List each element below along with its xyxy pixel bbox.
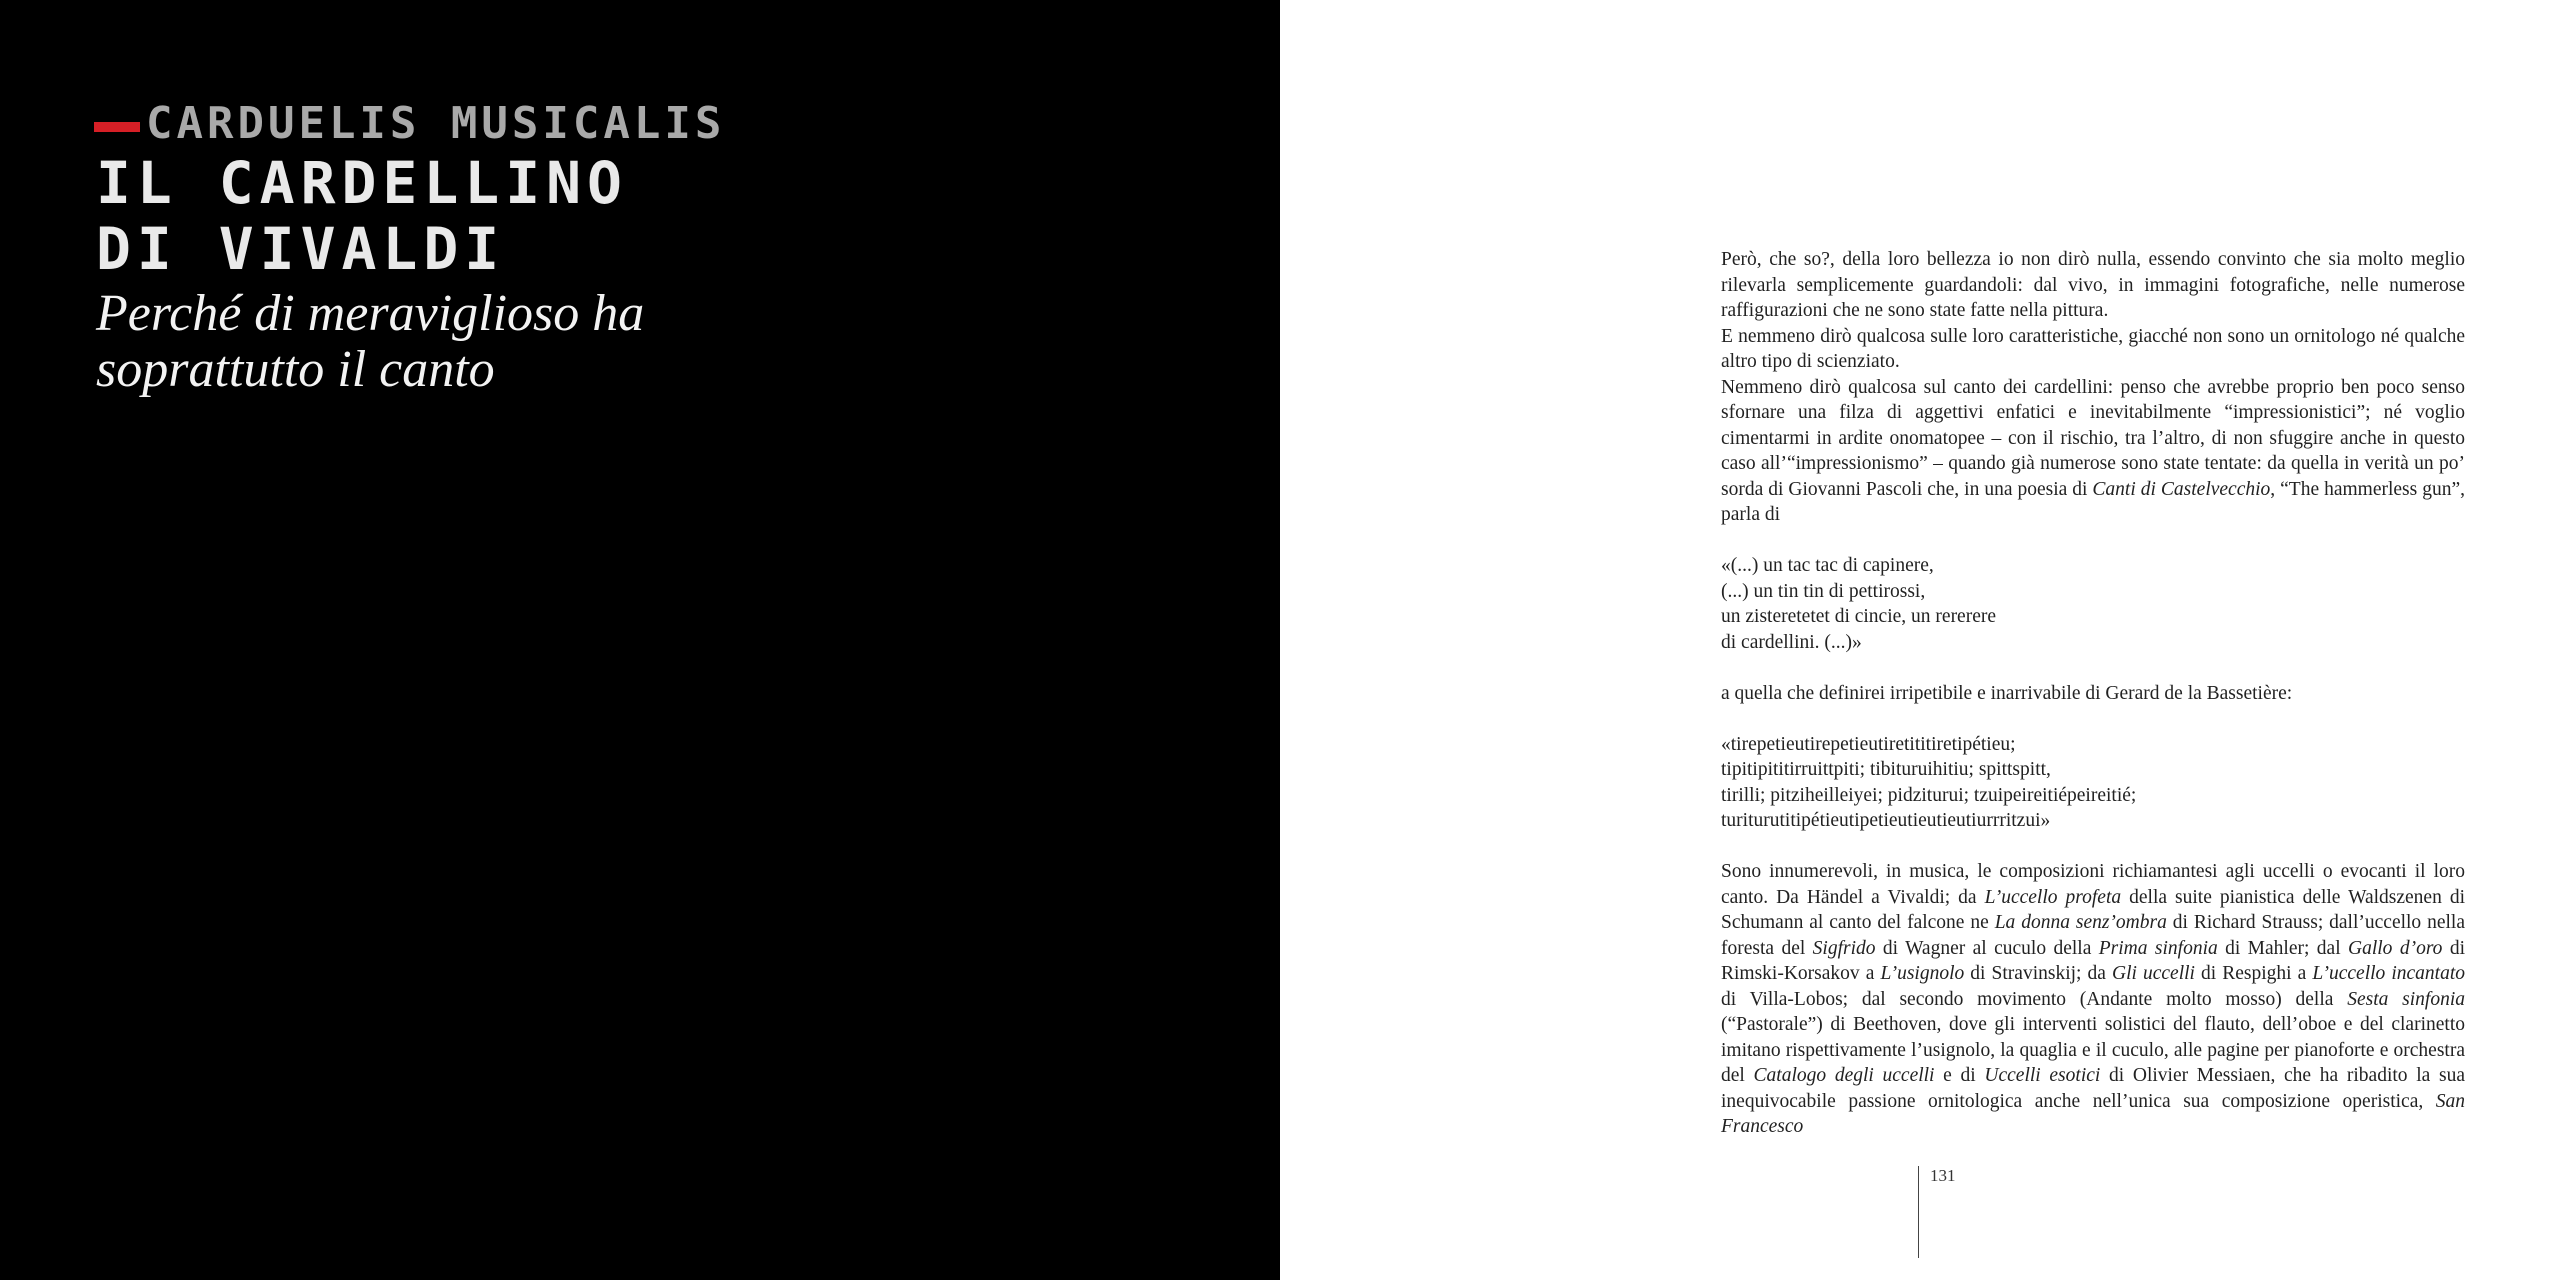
paragraph xyxy=(1721,375,2465,528)
page-number: 131 xyxy=(1930,1166,1956,1185)
work-title: Uccelli esotici xyxy=(1984,1065,2101,1086)
paragraph-text: di Wagner al cuculo della xyxy=(1875,937,2099,959)
paragraph-text: e di xyxy=(1934,1065,1985,1086)
paragraph-text: di Rimski-Korsakov a xyxy=(1721,937,2465,984)
poem-line: un zisteretetet di cincie, un rererere xyxy=(1721,606,1997,627)
poem-line: turiturutitipétieutipetieutieutieutiurrritzui» xyxy=(1721,810,2051,831)
paragraph: a quella che definirei irripetibile e inarrivabile di Gerard de la Bassetière: xyxy=(1721,682,2293,704)
paragraph-text: di Olivier Messiaen, che ha ribadito la sua inequivocabile passione ornitologica anche nell’unica sua composizione operistica, xyxy=(1721,1065,2466,1112)
work-title: L’uccello profeta xyxy=(1984,886,2122,908)
chapter-subtitle: Perché di meraviglioso ha soprattutto il canto xyxy=(96,285,645,398)
book-title: Canti di Castelvecchio xyxy=(2092,478,2271,500)
chapter-title: IL CARDELLINO DI VIVALDI xyxy=(96,149,628,283)
poem-line: tirilli; pitziheilleiyei; pidziturui; tzuipeireitiépeireitié; xyxy=(1721,784,2137,806)
work-title: San Francesco xyxy=(1721,1090,2465,1137)
paragraph-text: di Richard Strauss; dall’uccello nella foresta del xyxy=(1721,912,2465,959)
paragraph-text: di Mahler; dal xyxy=(2217,937,2349,959)
paragraph: Però, che so?, della loro bellezza io non dirò nulla, essendo convinto che sia molto meglio rilevarla semplicemente guardandoli: dal vivo, in immagini fotografiche, nelle numerose raffigurazioni che ne sono state fatte nella pittura. xyxy=(1721,249,2465,321)
paragraph-text: , “The hammerless gun”, parla di xyxy=(1721,478,2465,525)
work-title: Gallo d’oro xyxy=(2348,937,2443,959)
work-title: Prima sinfonia xyxy=(2098,937,2218,959)
section-kicker: CARDUELIS MUSICALIS xyxy=(146,98,726,149)
work-title: Sigfrido xyxy=(1812,937,1876,959)
poem-line: «(...) un tac tac di capinere, xyxy=(1721,555,1934,576)
body-text xyxy=(1721,247,2465,1140)
paragraph-text: di Stravinskij; da xyxy=(1964,963,2112,984)
paragraph-text: di Respighi a xyxy=(2194,963,2313,984)
paragraph-text: (“Pastorale”) di Beethoven, dove gli interventi solistici del flauto, dell’oboe e del clarinetto imitano rispettivamente l’usignolo, la quaglia e il cuculo, alle pagine per pianoforte e orchestra del xyxy=(1721,1014,2465,1086)
kicker-row xyxy=(94,98,725,150)
paragraph-text: di Villa-Lobos; dal secondo movimento (Andante molto mosso) della xyxy=(1721,988,2348,1010)
work-title: Gli uccelli xyxy=(2112,963,2195,984)
paragraph-text: della suite pianistica delle Waldszenen di Schumann al canto del falcone ne xyxy=(1721,886,2465,933)
work-title: Sesta sinfonia xyxy=(2347,988,2465,1010)
paragraph-text: Nemmeno dirò qualcosa sul canto dei cardellini: penso che avrebbe proprio ben poco senso sfornare una filza di aggettivi enfatici e inevitabilmente “impressionistici”; né voglio cimentarmi in ardite onomatopee – con il rischio, tra l’altro, di non sfuggire anche in questo caso all’“impressionismo” – quando già numerose sono state tentate: da quella in verità un po’ sorda di Giovanni Pascoli che, in una poesia di xyxy=(1721,376,2465,500)
paragraph xyxy=(1721,859,2465,1140)
poem-line: «tirepetieutirepetieutiretititiretipétieu; xyxy=(1721,733,2016,755)
right-page xyxy=(1280,0,2560,1280)
work-title: La donna senz’ombra xyxy=(1994,912,2167,933)
footer-rule xyxy=(1918,1166,1919,1258)
paragraph: E nemmeno dirò qualcosa sulle loro caratteristiche, giacché non sono un ornitologo né qualche altro tipo di scienziato. xyxy=(1721,325,2465,372)
poem-line: (...) un tin tin di pettirossi, xyxy=(1721,580,1926,602)
poem-line: tipitipititirruittpiti; tibituruihitiu; spittspitt, xyxy=(1721,759,2051,780)
paragraph-text: Sono innumerevoli, in musica, le composizioni richiamantesi agli uccelli o evocanti il loro canto. Da Händel a Vivaldi; da xyxy=(1721,861,2465,908)
work-title: Catalogo degli uccelli xyxy=(1753,1065,1935,1086)
poem-line: di cardellini. (...)» xyxy=(1721,631,1862,653)
work-title: L’usignolo xyxy=(1880,963,1965,984)
red-accent-bar xyxy=(94,122,140,132)
work-title: L’uccello incantato xyxy=(2312,963,2465,984)
